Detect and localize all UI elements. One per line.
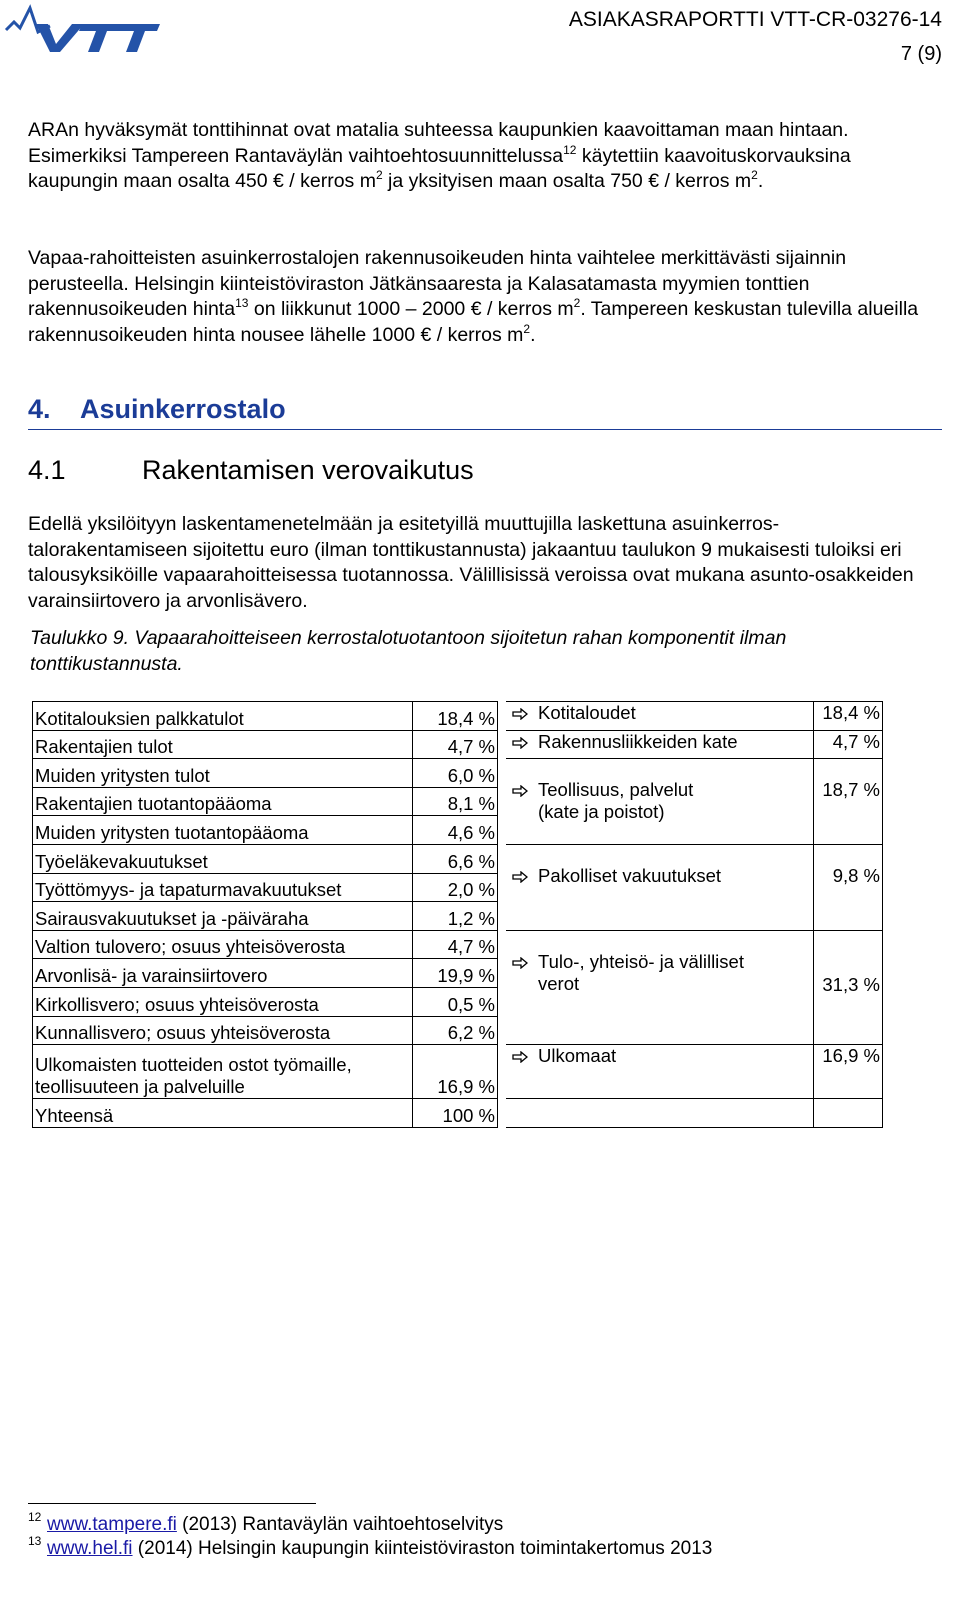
table-row: Kotitaloudet 18,4 %: [506, 702, 883, 731]
section-title: Asuinkerrostalo: [80, 394, 286, 424]
footnote-ref-13[interactable]: 13: [235, 296, 249, 310]
paragraph-2: Vapaa-rahoitteisten asuinkerrostalojen rakennusoikeuden hinta vaihtelee merkittävästi sijainnin perusteella. Helsingin kiinteistöviraston Jätkänsaaresta ja Kalasatamasta myymien tonttien rakennusoikeuden hinta$^{13}$ on liikkunut 1000 – 2000 € / kerros $m^2$. Tampereen keskustan tulevilla alueilla rakennusoikeuden hinta nousee lähelle 1000 € / kerros $m^2$.: [28, 247, 919, 346]
table-row: Kotitalouksien palkkatulot 18,4 %: [33, 702, 498, 731]
table-row: Rakennusliikkeiden kate 4,7 %: [506, 730, 883, 759]
subsection-heading: [28, 455, 474, 486]
footnote-link-hel[interactable]: www.hel.fi: [47, 1538, 133, 1559]
table-row: Valtion tulovero; osuus yhteisöverosta 4,7 %: [33, 930, 498, 959]
arrow-right-icon: [512, 871, 528, 883]
table-row: Työeläkevakuutukset 6,6 %: [33, 844, 498, 873]
table-row: Rakentajien tulot 4,7 %: [33, 730, 498, 759]
table-caption: Taulukko 9. Vapaarahoitteiseen kerrostalotuotantoon sijoitetun rahan komponentit ilman tonttikustannusta.: [30, 627, 787, 675]
footnote-13: $^{13}$ www.hel.fi (2014) Helsingin kaupungin kiinteistöviraston toimintakertomus 2013: [28, 1534, 713, 1559]
paragraph-3: Edellä yksilöityyn laskentamenetelmään ja esitetyillä muuttujilla laskettuna asuinkerros-talorakentamiseen sijoitettu euro (ilman tonttikustannusta) jakaantuu taulukon 9 mukaisesti tuloiksi eri talousyksiköille vapaarahoitteisessa tuotannossa. Välillisissä veroissa ovat mukana asunto-osakkeiden varainsiirtovero ja arvonlisävero.: [28, 513, 914, 612]
table-row: Työttömyys- ja tapaturmavakuutukset 2,0 %: [33, 873, 498, 902]
table-row-empty: [506, 1099, 883, 1128]
recipient-groups-table: [506, 701, 883, 1128]
footnote-link-tampere[interactable]: www.tampere.fi: [47, 1514, 177, 1535]
table-row: Rakentajien tuotantopääoma 8,1 %: [33, 787, 498, 816]
paragraph-1: ARAn hyväksymät tonttihinnat ovat matalia suhteessa kaupunkien kaavoittaman maan hintaan. Esimerkiksi Tampereen Rantaväylän vaihtoehtosuunnittelussa$^{12}$ käytettiin kaavoituskorvauksina kaupungin maan osalta 450 € / kerros $m^2$ ja yksityisen maan osalta 750 € / kerros $m^2$.: [28, 119, 851, 192]
arrow-right-icon: [512, 708, 528, 720]
table-row: Ulkomaisten tuotteiden ostot työmaille, teollisuuteen ja palveluille 16,9 %: [33, 1045, 498, 1099]
table-row: Kirkollisvero; osuus yhteisöverosta 0,5 %: [33, 987, 498, 1016]
page-number: 7 (9): [900, 43, 942, 65]
arrow-right-icon: [512, 785, 528, 797]
arrow-right-icon: [512, 957, 528, 969]
subsection-number: 4.1: [28, 455, 66, 485]
table-row: Kunnallisvero; osuus yhteisöverosta 6,2 %: [33, 1016, 498, 1045]
table-row: Sairausvakuutukset ja -päiväraha 1,2 %: [33, 902, 498, 931]
footnote-ref-12[interactable]: 12: [563, 142, 577, 157]
subsection-title: Rakentamisen verovaikutus: [142, 455, 474, 485]
vtt-logo: [4, 2, 160, 54]
footnote-divider: [28, 1503, 316, 1504]
income-components-table: [32, 701, 498, 1128]
arrow-right-icon: [512, 1051, 528, 1063]
table-row: Ulkomaat 16,9 %: [506, 1045, 883, 1099]
table-row: Pakolliset vakuutukset 9,8 %: [506, 844, 883, 930]
table-row-total: Yhteensä 100 %: [33, 1099, 498, 1128]
footnote-12: $^{12}$ www.tampere.fi (2013) Rantaväylän vaihtoehtoselvitys: [28, 1510, 504, 1535]
report-id: ASIAKASRAPORTTI VTT-CR-03276-14: [568, 8, 942, 31]
arrow-right-icon: [512, 737, 528, 749]
table-row: Muiden yritysten tulot 6,0 %: [33, 759, 498, 788]
section-divider: [28, 429, 942, 430]
section-number: 4.: [28, 394, 51, 424]
table-row: Arvonlisä- ja varainsiirtovero 19,9 %: [33, 959, 498, 988]
table-row: Teollisuus, palvelut (kate ja poistot) 18,7 %: [506, 759, 883, 845]
table-row: Muiden yritysten tuotantopääoma 4,6 %: [33, 816, 498, 845]
section-heading: [28, 394, 286, 425]
table-row: Tulo-, yhteisö- ja välilliset verot 31,3 %: [506, 930, 883, 1044]
